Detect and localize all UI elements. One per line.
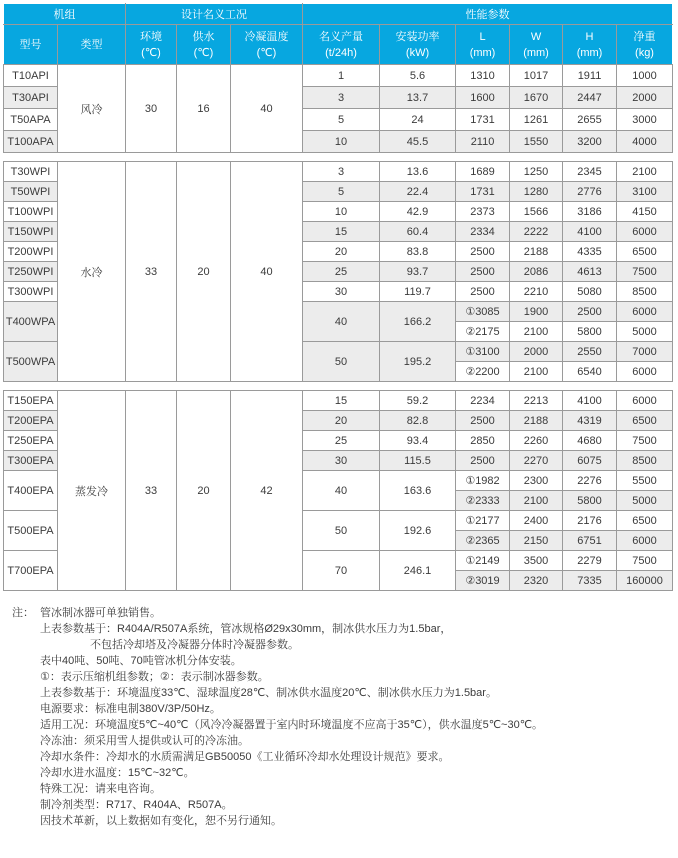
note-line-11: 特殊工况：请来电咨询。	[40, 783, 161, 795]
weight-cell: 8500	[617, 451, 673, 471]
power-cell: 13.6	[380, 162, 456, 182]
type-cell: 蒸发冷	[58, 391, 126, 591]
spec-table-evaporative	[3, 390, 673, 591]
model-cell: T100WPI	[4, 202, 58, 222]
height-cell: 3186	[563, 202, 617, 222]
block-body-2	[4, 391, 673, 591]
height-cell: 2176	[563, 511, 617, 531]
weight-cell: 6500	[617, 242, 673, 262]
model-cell: T250EPA	[4, 431, 58, 451]
capacity-cell: 70	[303, 551, 380, 591]
model-cell: T30API	[4, 87, 58, 109]
capacity-cell: 3	[303, 162, 380, 182]
note-line-7: 适用工况：环境温度5℃~40℃（风冷冷凝器置于室内时环境温度不应高于35℃），供水温度5℃~30℃。	[40, 719, 544, 731]
width-cell: 2320	[510, 571, 563, 591]
height-cell: 5800	[563, 322, 617, 342]
length-cell: ②2333	[456, 491, 510, 511]
height-cell: 4100	[563, 222, 617, 242]
power-cell: 59.2	[380, 391, 456, 411]
length-cell: 2234	[456, 391, 510, 411]
width-cell: 1017	[510, 65, 563, 87]
weight-cell: 2000	[617, 87, 673, 109]
height-cell: 2276	[563, 471, 617, 491]
supply-water-cell: 20	[177, 391, 231, 591]
height-cell: 2776	[563, 182, 617, 202]
width-cell: 2100	[510, 491, 563, 511]
model-cell: T500WPA	[4, 342, 58, 382]
width-cell: 1280	[510, 182, 563, 202]
height-cell: 2279	[563, 551, 617, 571]
length-cell: ①1982	[456, 471, 510, 491]
width-cell: 2400	[510, 511, 563, 531]
weight-cell: 7500	[617, 551, 673, 571]
length-cell: 1310	[456, 65, 510, 87]
header-group-row	[4, 4, 673, 25]
ambient-temp-cell: 30	[126, 65, 177, 153]
width-cell: 2300	[510, 471, 563, 491]
note-line-6: 电源要求：标准电制380V/3P/50Hz。	[40, 703, 221, 715]
width-cell: 2270	[510, 451, 563, 471]
width-cell: 2100	[510, 322, 563, 342]
capacity-cell: 30	[303, 451, 380, 471]
weight-cell: 2100	[617, 162, 673, 182]
note-line-3: 表中40吨、50吨、70吨管冰机分体安装。	[40, 655, 242, 667]
condensing-temp-cell: 40	[231, 162, 303, 382]
weight-cell: 7000	[617, 342, 673, 362]
length-cell: 2334	[456, 222, 510, 242]
weight-cell: 6000	[617, 531, 673, 551]
height-cell: 2655	[563, 109, 617, 131]
width-cell: 1261	[510, 109, 563, 131]
note-line-10: 冷却水进水温度：15℃~32℃。	[40, 767, 195, 779]
model-cell: T300EPA	[4, 451, 58, 471]
model-cell: T150WPI	[4, 222, 58, 242]
column-label: 名义产量	[319, 30, 364, 43]
column-label: 供水	[192, 30, 215, 43]
height-cell: 2345	[563, 162, 617, 182]
height-cell: 6751	[563, 531, 617, 551]
block-body-1	[4, 162, 673, 382]
ambient-temp-cell: 33	[126, 391, 177, 591]
length-cell: 2373	[456, 202, 510, 222]
weight-cell: 8500	[617, 282, 673, 302]
model-cell: T10API	[4, 65, 58, 87]
column-header-2	[126, 25, 177, 65]
weight-cell: 7500	[617, 431, 673, 451]
capacity-cell: 10	[303, 202, 380, 222]
capacity-cell: 1	[303, 65, 380, 87]
capacity-cell: 50	[303, 511, 380, 551]
column-header-0	[4, 25, 58, 65]
column-unit: (℃)	[141, 46, 161, 59]
spec-table-air-cooled	[3, 3, 673, 153]
column-unit: (mm)	[576, 46, 603, 59]
notes-label: 注：	[12, 607, 34, 619]
length-cell: ①3100	[456, 342, 510, 362]
spec-table-water-cooled	[3, 161, 673, 382]
note-line-9: 冷却水条件：冷却水的水质需满足GB50050《工业循环冷却水处理设计规范》要求。	[40, 751, 450, 763]
column-header-9	[563, 25, 617, 65]
model-cell: T50APA	[4, 109, 58, 131]
column-label: 型号	[19, 38, 42, 51]
height-cell: 4613	[563, 262, 617, 282]
length-cell: ②2175	[456, 322, 510, 342]
width-cell: 2213	[510, 391, 563, 411]
height-cell: 6075	[563, 451, 617, 471]
height-cell: 5080	[563, 282, 617, 302]
capacity-cell: 10	[303, 131, 380, 153]
power-cell: 13.7	[380, 87, 456, 109]
capacity-cell: 5	[303, 182, 380, 202]
length-cell: ②2200	[456, 362, 510, 382]
column-header-3	[177, 25, 231, 65]
weight-cell: 6500	[617, 511, 673, 531]
length-cell: 2500	[456, 242, 510, 262]
header-column-row	[4, 25, 673, 65]
power-cell: 166.2	[380, 302, 456, 342]
height-cell: 1911	[563, 65, 617, 87]
type-cell: 风冷	[58, 65, 126, 153]
column-label: L	[479, 30, 486, 43]
column-header-10	[617, 25, 673, 65]
model-cell: T300WPI	[4, 282, 58, 302]
capacity-cell: 20	[303, 242, 380, 262]
weight-cell: 5000	[617, 491, 673, 511]
column-label: 类型	[80, 38, 103, 51]
type-cell: 水冷	[58, 162, 126, 382]
weight-cell: 4150	[617, 202, 673, 222]
capacity-cell: 30	[303, 282, 380, 302]
supply-water-cell: 20	[177, 162, 231, 382]
width-cell: 2086	[510, 262, 563, 282]
height-cell: 3200	[563, 131, 617, 153]
length-cell: 2500	[456, 262, 510, 282]
model-cell: T200EPA	[4, 411, 58, 431]
column-header-8	[510, 25, 563, 65]
length-cell: 2500	[456, 411, 510, 431]
height-cell: 4319	[563, 411, 617, 431]
width-cell: 2100	[510, 362, 563, 382]
height-cell: 4335	[563, 242, 617, 262]
model-cell: T700EPA	[4, 551, 58, 591]
model-cell: T400EPA	[4, 471, 58, 511]
height-cell: 2500	[563, 302, 617, 322]
table-row	[4, 391, 673, 411]
note-line-1: 上表参数基于：R404A/R507A系统，管冰规格Ø29x30mm，制冰供水压力为1.5bar，	[40, 623, 452, 635]
model-cell: T500EPA	[4, 511, 58, 551]
width-cell: 1550	[510, 131, 563, 153]
power-cell: 24	[380, 109, 456, 131]
capacity-cell: 20	[303, 411, 380, 431]
ambient-temp-cell: 33	[126, 162, 177, 382]
height-cell: 5800	[563, 491, 617, 511]
capacity-cell: 15	[303, 222, 380, 242]
length-cell: ②2365	[456, 531, 510, 551]
height-cell: 6540	[563, 362, 617, 382]
supply-water-cell: 16	[177, 65, 231, 153]
weight-cell: 4000	[617, 131, 673, 153]
model-cell: T400WPA	[4, 302, 58, 342]
capacity-cell: 15	[303, 391, 380, 411]
column-unit: (kW)	[405, 46, 430, 59]
weight-cell: 6000	[617, 302, 673, 322]
width-cell: 2188	[510, 411, 563, 431]
notes-section	[12, 605, 678, 829]
weight-cell: 6000	[617, 391, 673, 411]
model-cell: T250WPI	[4, 262, 58, 282]
capacity-cell: 3	[303, 87, 380, 109]
power-cell: 192.6	[380, 511, 456, 551]
column-unit: (℃)	[256, 46, 277, 59]
width-cell: 1670	[510, 87, 563, 109]
column-unit: (t/24h)	[325, 46, 357, 59]
weight-cell: 3000	[617, 109, 673, 131]
model-cell: T50WPI	[4, 182, 58, 202]
table-row	[4, 162, 673, 182]
power-cell: 45.5	[380, 131, 456, 153]
column-label: 安装功率	[395, 30, 440, 43]
column-label: 冷凝温度	[244, 30, 289, 43]
capacity-cell: 50	[303, 342, 380, 382]
power-cell: 42.9	[380, 202, 456, 222]
height-cell: 2550	[563, 342, 617, 362]
width-cell: 1566	[510, 202, 563, 222]
width-cell: 2150	[510, 531, 563, 551]
width-cell: 2188	[510, 242, 563, 262]
model-cell: T200WPI	[4, 242, 58, 262]
model-cell: T150EPA	[4, 391, 58, 411]
note-line-8: 冷冻油：须采用雪人提供或认可的冷冻油。	[40, 735, 249, 747]
weight-cell: 6000	[617, 222, 673, 242]
column-header-6	[380, 25, 456, 65]
length-cell: ①3085	[456, 302, 510, 322]
column-header-1	[58, 25, 126, 65]
power-cell: 22.4	[380, 182, 456, 202]
weight-cell: 160000	[617, 571, 673, 591]
length-cell: ①2149	[456, 551, 510, 571]
power-cell: 246.1	[380, 551, 456, 591]
condensing-temp-cell: 40	[231, 65, 303, 153]
power-cell: 60.4	[380, 222, 456, 242]
note-line-12: 制冷剂类型：R717、R404A、R507A。	[40, 799, 233, 811]
note-line-2: 不包括冷却塔及冷凝器分体时冷凝器参数。	[90, 639, 299, 651]
column-unit: (℃)	[193, 46, 214, 59]
condensing-temp-cell: 42	[231, 391, 303, 591]
width-cell: 3500	[510, 551, 563, 571]
width-cell: 1900	[510, 302, 563, 322]
weight-cell: 6500	[617, 411, 673, 431]
column-unit: (mm)	[523, 46, 549, 59]
height-cell: 4680	[563, 431, 617, 451]
note-line-0: 管冰制冰器可单独销售。	[40, 607, 161, 619]
weight-cell: 7500	[617, 262, 673, 282]
capacity-cell: 25	[303, 431, 380, 451]
weight-cell: 5000	[617, 322, 673, 342]
length-cell: 1731	[456, 182, 510, 202]
column-header-7	[456, 25, 510, 65]
height-cell: 2447	[563, 87, 617, 109]
length-cell: 2850	[456, 431, 510, 451]
note-line-4: ①：表示压缩机组参数；②：表示制冰器参数。	[40, 671, 269, 683]
length-cell: ②3019	[456, 571, 510, 591]
power-cell: 5.6	[380, 65, 456, 87]
weight-cell: 1000	[617, 65, 673, 87]
block-body-0	[4, 65, 673, 153]
header-group-1: 设计名义工况	[126, 4, 303, 25]
width-cell: 2260	[510, 431, 563, 451]
column-header-4	[231, 25, 303, 65]
capacity-cell: 25	[303, 262, 380, 282]
column-header-5	[303, 25, 380, 65]
length-cell: 1731	[456, 109, 510, 131]
column-label: H	[585, 30, 594, 43]
height-cell: 7335	[563, 571, 617, 591]
model-cell: T100APA	[4, 131, 58, 153]
length-cell: ①2177	[456, 511, 510, 531]
column-label: 净重	[633, 30, 656, 43]
column-label: W	[530, 30, 542, 43]
power-cell: 115.5	[380, 451, 456, 471]
capacity-cell: 5	[303, 109, 380, 131]
power-cell: 195.2	[380, 342, 456, 382]
column-unit: (mm)	[469, 46, 496, 59]
column-label: 环境	[140, 30, 162, 43]
header-group-0: 机组	[4, 4, 126, 25]
power-cell: 163.6	[380, 471, 456, 511]
power-cell: 119.7	[380, 282, 456, 302]
power-cell: 93.7	[380, 262, 456, 282]
model-cell: T30WPI	[4, 162, 58, 182]
table-header	[4, 4, 673, 65]
note-line-13: 因技术革新，以上数据如有变化，恕不另行通知。	[40, 815, 282, 827]
width-cell: 2000	[510, 342, 563, 362]
power-cell: 93.4	[380, 431, 456, 451]
weight-cell: 6000	[617, 362, 673, 382]
width-cell: 2222	[510, 222, 563, 242]
length-cell: 1689	[456, 162, 510, 182]
length-cell: 2110	[456, 131, 510, 153]
header-group-2: 性能参数	[303, 4, 673, 25]
capacity-cell: 40	[303, 471, 380, 511]
power-cell: 83.8	[380, 242, 456, 262]
weight-cell: 5500	[617, 471, 673, 491]
power-cell: 82.8	[380, 411, 456, 431]
length-cell: 2500	[456, 451, 510, 471]
width-cell: 1250	[510, 162, 563, 182]
height-cell: 4100	[563, 391, 617, 411]
capacity-cell: 40	[303, 302, 380, 342]
column-unit: (kg)	[635, 46, 654, 59]
weight-cell: 3100	[617, 182, 673, 202]
note-line-5: 上表参数基于：环境温度33℃、湿球温度28℃、制冰供水温度20℃、制冰供水压力为1.5bar。	[40, 687, 497, 699]
length-cell: 2500	[456, 282, 510, 302]
table-row	[4, 65, 673, 87]
width-cell: 2210	[510, 282, 563, 302]
length-cell: 1600	[456, 87, 510, 109]
